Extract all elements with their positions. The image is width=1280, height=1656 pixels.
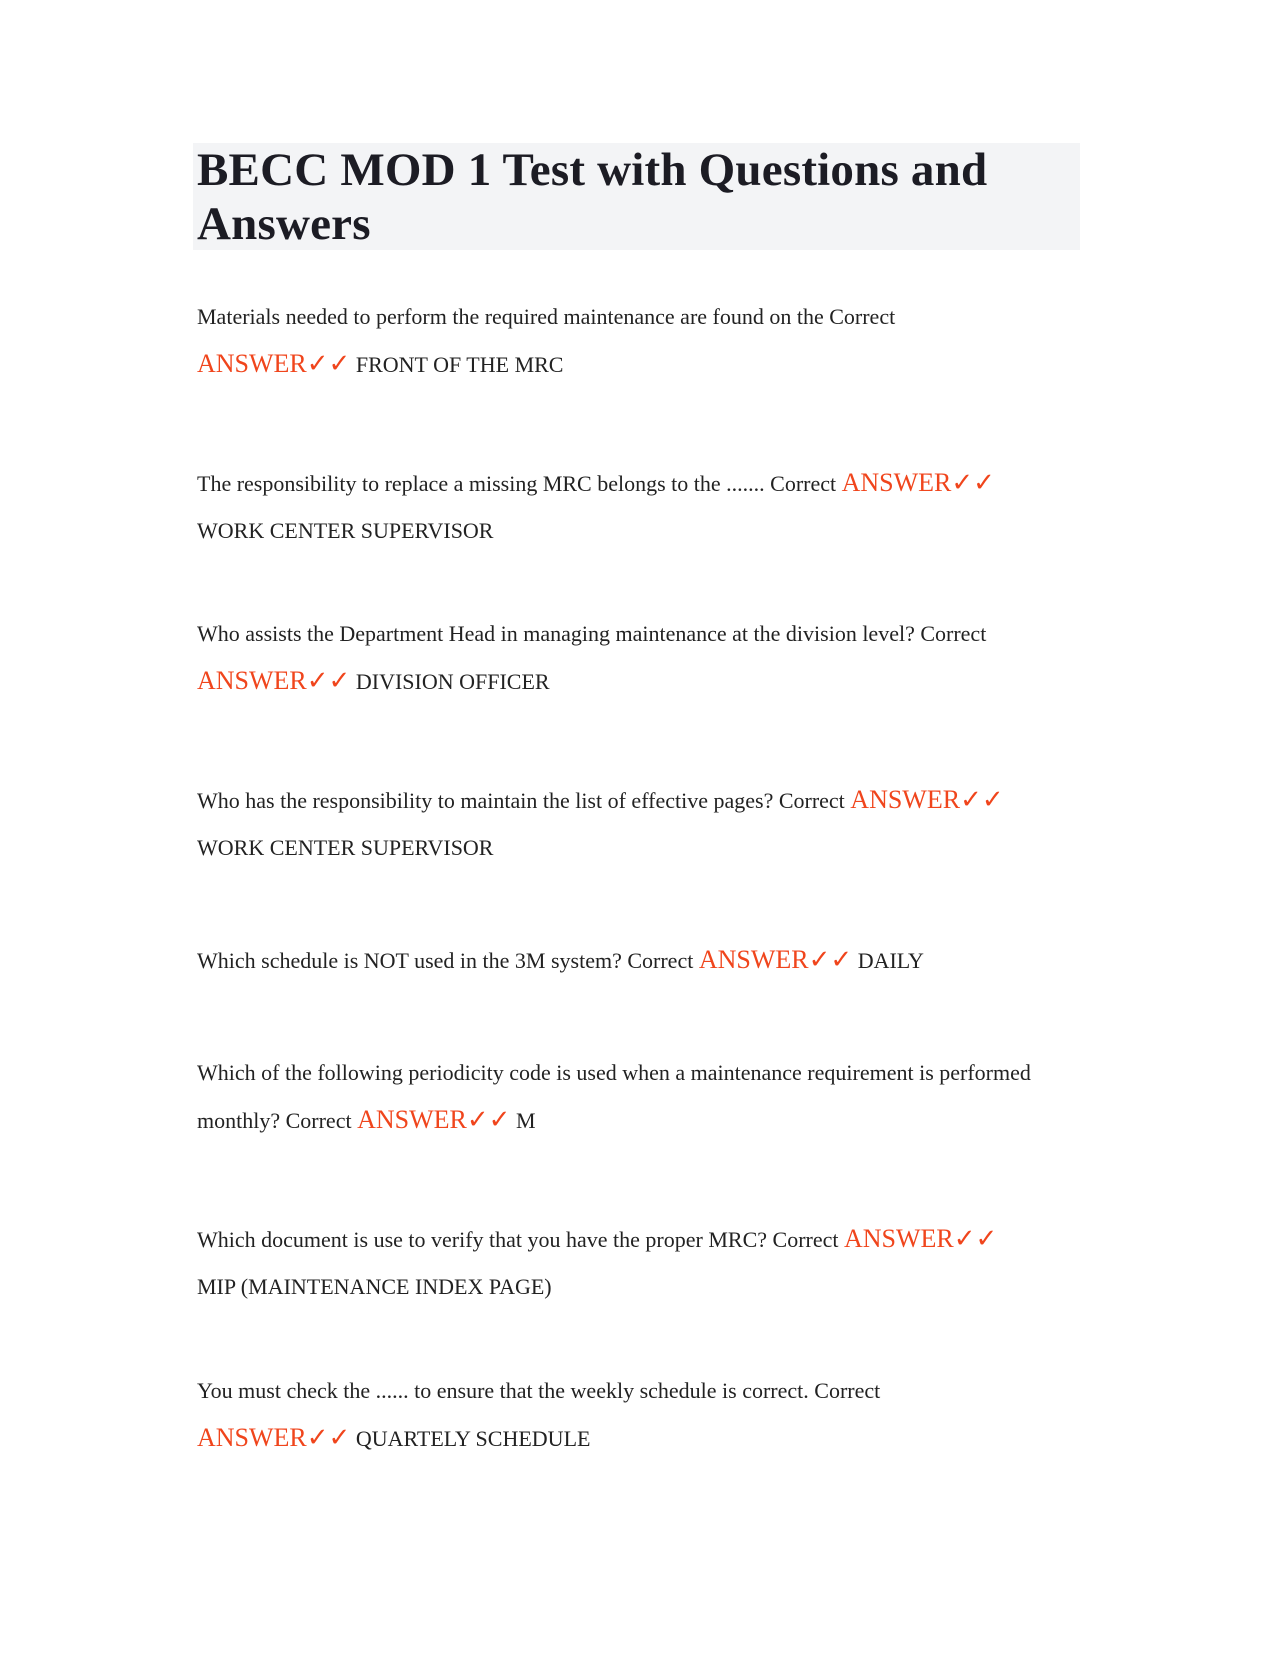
question-text: Which of the following periodicity code is used when a maintenance requirement is performed monthly? Correct [197,1060,1031,1133]
question-text: Materials needed to perform the required maintenance are found on the Correct [197,304,896,329]
question-text: The responsibility to replace a missing MRC belongs to the ....... Correct [197,471,837,496]
question-text: Which document is use to verify that you have the proper MRC? Correct [197,1227,839,1252]
qa-item-4 [197,776,1077,871]
document-title: BECC MOD 1 Test with Questions and Answers [197,144,988,250]
question-text: Which schedule is NOT used in the 3M system? Correct [197,948,694,973]
answer-label: ANSWER✓✓ [850,785,1004,814]
answer-label: ANSWER✓✓ [197,666,351,695]
answer-label: ANSWER✓✓ [844,1224,998,1253]
answer-text: WORK CENTER SUPERVISOR [197,835,494,860]
question-text: You must check the ...... to ensure that the weekly schedule is correct. Correct [197,1378,881,1403]
qa-item-8 [197,1367,1077,1462]
answer-text: WORK CENTER SUPERVISOR [197,518,494,543]
title-banner [193,143,1080,250]
answer-text: DAILY [857,948,924,973]
answer-label: ANSWER✓✓ [357,1105,511,1134]
answer-text: QUARTELY SCHEDULE [355,1426,591,1451]
answer-text: FRONT OF THE MRC [355,352,564,377]
answer-label: ANSWER✓✓ [698,945,853,974]
qa-item-5 [197,936,1077,984]
question-text: Who assists the Department Head in managing maintenance at the division level? Correct [197,621,987,646]
answer-text: MIP (MAINTENANCE INDEX PAGE) [197,1274,552,1299]
qa-item-3 [197,610,1077,705]
answer-label: ANSWER✓✓ [197,349,351,378]
answer-label: ANSWER✓✓ [197,1423,351,1452]
answer-label: ANSWER✓✓ [841,468,995,497]
question-text: Who has the responsibility to maintain the list of effective pages? Correct [197,788,845,813]
qa-item-6 [197,1049,1077,1144]
answer-text: M [515,1108,536,1133]
qa-item-7 [197,1215,1077,1310]
qa-item-2 [197,459,1077,554]
qa-item-1 [197,293,1077,388]
answer-text: DIVISION OFFICER [355,669,550,694]
